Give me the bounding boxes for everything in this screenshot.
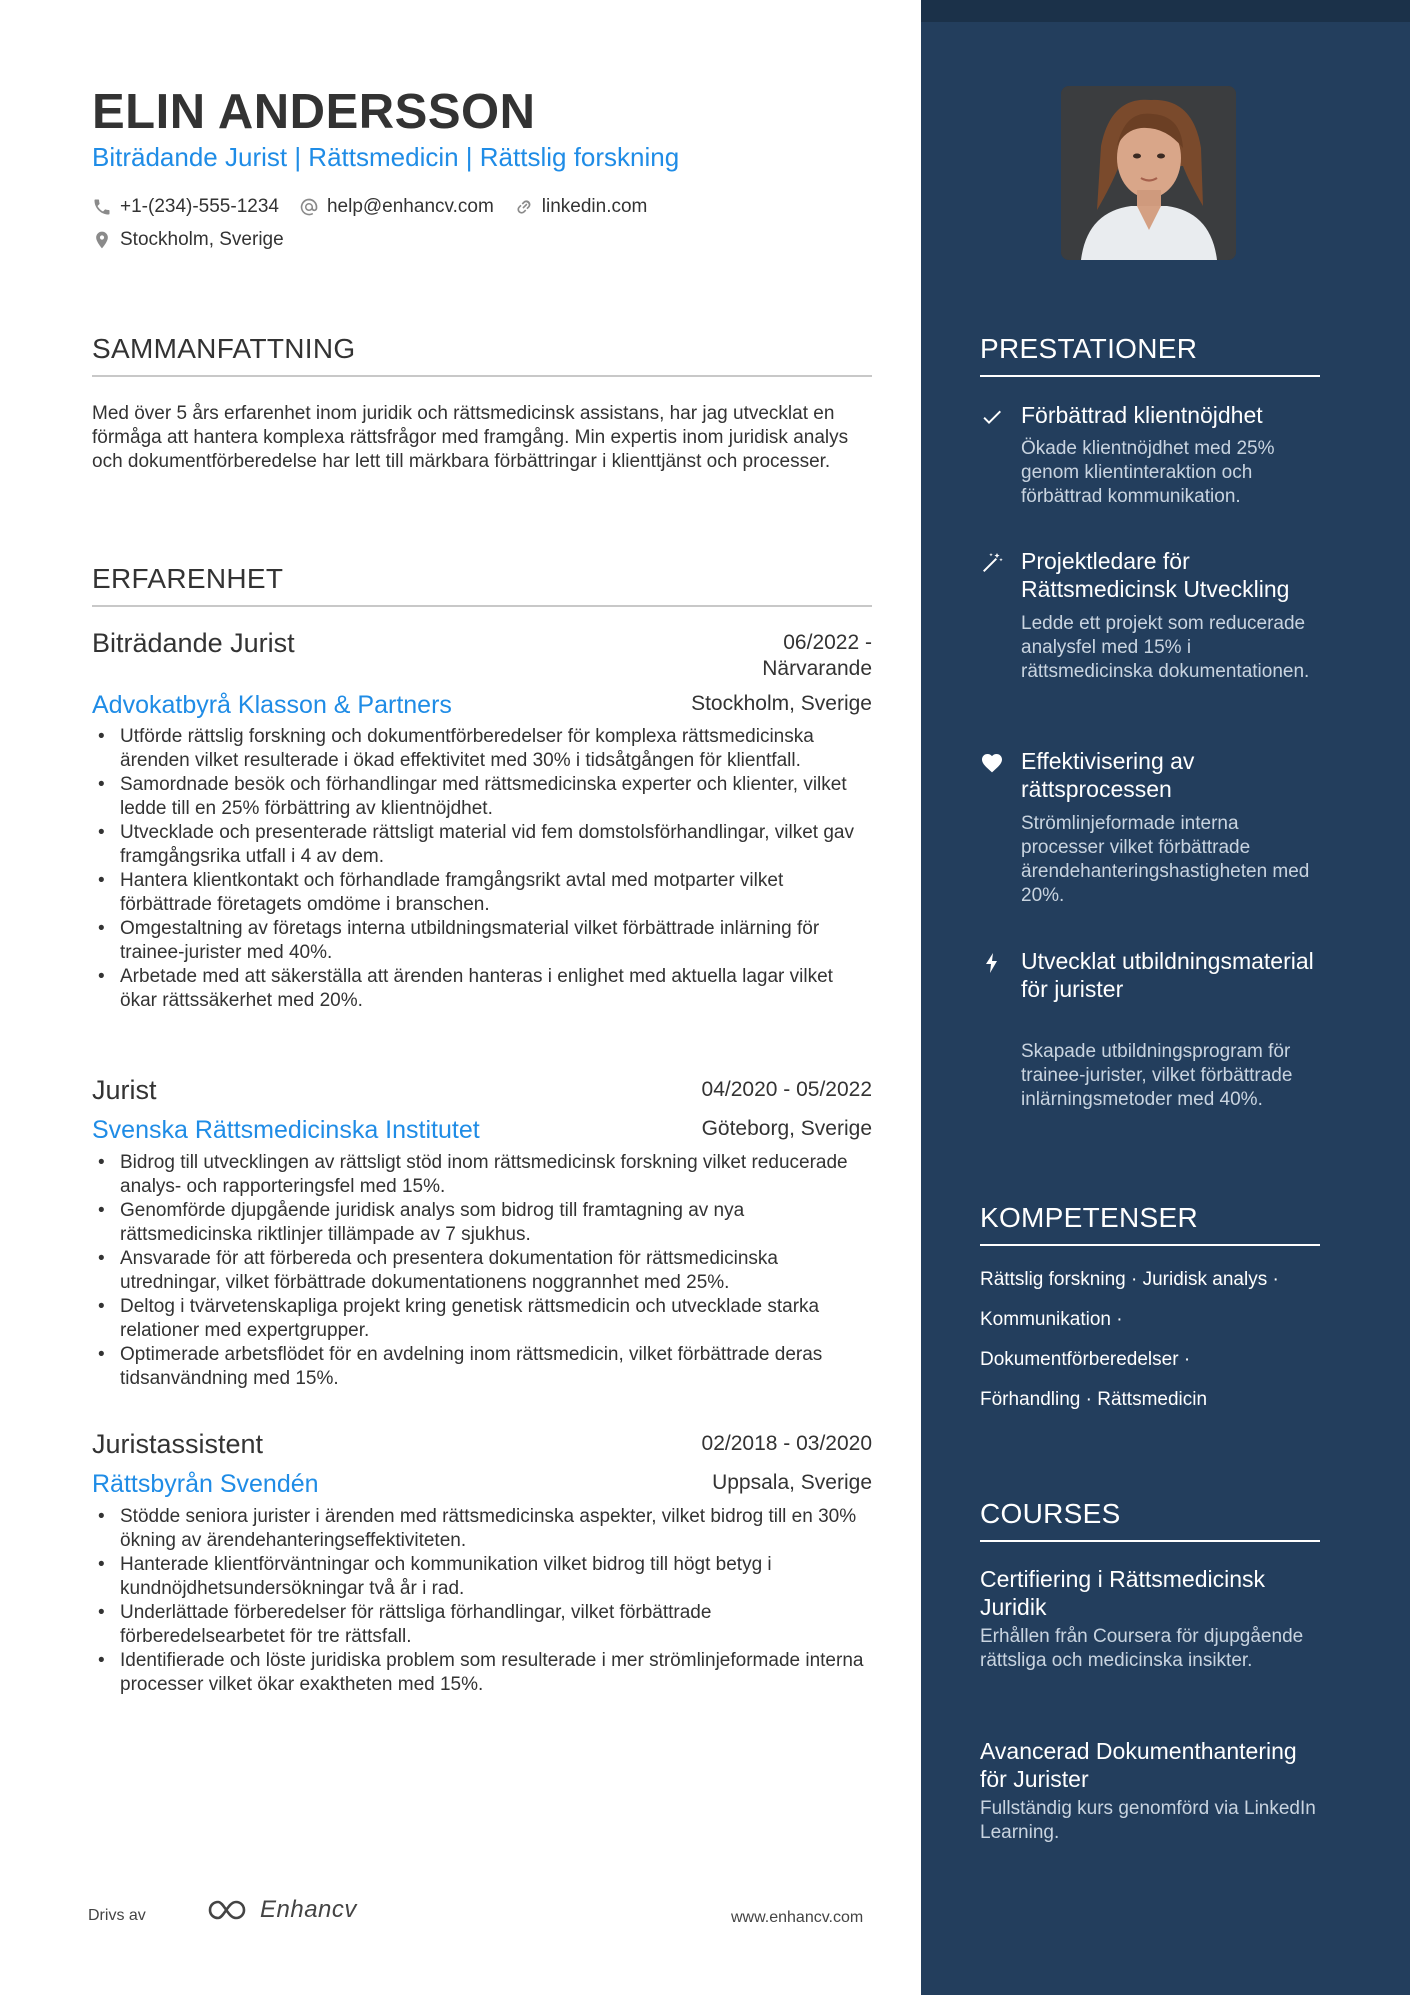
achievement-title: Effektivisering av rättsprocessen (1021, 748, 1195, 802)
job-dates: 02/2018 - 03/2020 (701, 1432, 872, 1455)
course-description: Erhållen från Coursera för djupgående rättsliga och medicinska insikter. (980, 1626, 1304, 1671)
course-item (980, 1565, 1320, 1673)
list-item: • Deltog i tvärvetenskapliga projekt kring genetisk rättsmedicin och utvecklade starka relationer med expertgrupper. (92, 1295, 872, 1343)
portrait-image (1061, 86, 1236, 260)
skills-list (980, 1268, 1320, 1428)
lightning-icon (980, 951, 1004, 975)
job-bullets (92, 1505, 872, 1697)
check-icon (980, 405, 1004, 429)
course-title: Certifiering i Rättsmedicinsk Juridik (980, 1566, 1266, 1620)
contact-phone[interactable] (92, 196, 279, 218)
job-company: Rättsbyrån Svendén (92, 1470, 319, 1498)
list-item: • Bidrog till utvecklingen av rättsligt stöd inom rättsmedicinsk forskning vilket reducerade analys- och rapporteringsfel med 15%. (92, 1151, 872, 1199)
job-entry (92, 1075, 872, 1389)
candidate-name: ELIN ANDERSSON (92, 85, 536, 139)
list-item: • Underlättade förberedelser för rättsliga förhandlingar, vilket förbättrade förberedelsearbetet för tre rättsfall. (92, 1601, 872, 1649)
at-icon (299, 197, 319, 217)
achievement-title: Projektledare för Rättsmedicinsk Utveckling (1021, 548, 1290, 602)
email-text: help@enhancv.com (326, 196, 494, 217)
experience-section-title: ERFARENHET (92, 563, 872, 607)
phone-text: +1-(234)-555-1234 (120, 196, 279, 217)
job-entry (92, 1429, 872, 1695)
list-item: • Hanterade klientförväntningar och kommunikation vilket bidrog till högt betyg i kundnöjdhetsundersökningar två år i rad. (92, 1553, 872, 1601)
job-company: Svenska Rättsmedicinska Institutet (92, 1116, 480, 1144)
powered-by-label: Drivs av (88, 1907, 146, 1924)
footer-url[interactable]: www.enhancv.com (731, 1909, 864, 1926)
list-item: • Genomförde djupgående juridisk analys som bidrog till framtagning av nya rättsmedicinska riktlinjer tillämpade av 7 sjukhus. (92, 1199, 872, 1247)
job-company: Advokatbyrå Klasson & Partners (92, 691, 452, 719)
headline: Biträdande Jurist | Rättsmedicin | Rättslig forskning (92, 142, 680, 172)
heart-icon (980, 751, 1004, 775)
skill-line: Rättslig forskning · Juridisk analys · (980, 1269, 1279, 1290)
job-location: Göteborg, Sverige (701, 1117, 872, 1140)
list-item: • Ansvarade för att förbereda och presentera dokumentation för rättsmedicinska utredningar, vilket förbättrade dokumentationens noggrannhet med 25%. (92, 1247, 872, 1295)
achievement-description: Skapade utbildningsprogram för trainee-jurister, vilket förbättrade inlärningsmetoder med 40%. (1021, 1041, 1293, 1110)
job-title: Juristassistent (92, 1429, 264, 1459)
skill-line: Förhandling · Rättsmedicin (980, 1389, 1208, 1410)
summary-text: Med över 5 års erfarenhet inom juridik och rättsmedicinsk assistans, har jag utvecklat en förmåga att hantera komplexa rättsfrågor med framgång. Min expertis inom juridisk analys och dokumentförberedelse har lett till märkbara förbättringar i klienttjänst och processer. (92, 403, 849, 472)
courses-section-title: COURSES (980, 1498, 1320, 1542)
achievements-section-title: PRESTATIONER (980, 333, 1320, 377)
list-item: • Samordnade besök och förhandlingar med rättsmedicinska experter och klienter, vilket ledde till en 25% förbättring av klientnöjdhet. (92, 773, 872, 821)
brand-name: Enhancv (260, 1896, 357, 1923)
achievement-description: Strömlinjeformade interna processer vilket förbättrade ärendehanteringshastigheten med 20%. (1021, 813, 1310, 906)
achievement-title: Utvecklat utbildningsmaterial för jurister (1021, 948, 1314, 1002)
link-icon (514, 197, 534, 217)
enhancv-logo[interactable] (206, 1896, 357, 1924)
contact-row (92, 196, 667, 218)
profile-photo (1061, 86, 1236, 260)
job-location: Uppsala, Sverige (712, 1471, 872, 1494)
course-item (980, 1737, 1320, 1845)
achievement-description: Ökade klientnöjdhet med 25% genom klientinteraktion och förbättrad kommunikation. (1021, 438, 1275, 507)
linkedin-text: linkedin.com (541, 196, 648, 217)
summary-section-title: SAMMANFATTNING (92, 333, 872, 377)
location-text: Stockholm, Sverige (120, 229, 284, 250)
sidebar (921, 0, 1410, 1995)
course-title: Avancerad Dokumenthantering för Jurister (980, 1738, 1297, 1792)
contact-location (92, 229, 284, 251)
job-title: Biträdande Jurist (92, 628, 295, 658)
list-item: • Optimerade arbetsflödet för en avdelning inom rättsmedicin, vilket förbättrade deras tidsanvändning med 15%. (92, 1343, 872, 1391)
course-description: Fullständig kurs genomförd via LinkedIn Learning. (980, 1798, 1316, 1843)
contact-linkedin[interactable] (514, 196, 648, 218)
list-item: • Omgestaltning av företags interna utbildningsmaterial vilket förbättrade inlärning för trainee-jurister med 40%. (92, 917, 872, 965)
list-item: • Utförde rättslig forskning och dokumentförberedelser för komplexa rättsmedicinska ärenden vilket resulterade i ökad effektivitet med 30% i tidsåtgången för klientfall. (92, 725, 872, 773)
job-dates: 06/2022 - Närvarande (762, 631, 872, 680)
skill-line: Dokumentförberedelser · (980, 1349, 1191, 1370)
job-location: Stockholm, Sverige (691, 692, 872, 715)
list-item: • Identifierade och löste juridiska problem som resulterade i mer strömlinjeformade interna processer vilket ökar exaktheten med 15%. (92, 1649, 872, 1697)
achievement-description: Ledde ett projekt som reducerade analysfel med 15% i rättsmedicinska dokumentationen. (1021, 613, 1310, 682)
contact-email[interactable] (299, 196, 494, 218)
job-title: Jurist (92, 1075, 157, 1105)
job-bullets (92, 725, 872, 1013)
achievement-title: Förbättrad klientnöjdhet (1021, 402, 1263, 428)
job-dates: 04/2020 - 05/2022 (701, 1078, 872, 1101)
sidebar-top-band (921, 0, 1410, 22)
job-bullets (92, 1151, 872, 1391)
skill-line: Kommunikation · (980, 1309, 1123, 1330)
list-item: • Stödde seniora jurister i ärenden med rättsmedicinska aspekter, vilket bidrog till en 30% ökning av ärendehanteringseffektiviteten. (92, 1505, 872, 1553)
location-pin-icon (92, 230, 112, 250)
list-item: • Utvecklade och presenterade rättsligt material vid fem domstolsförhandlingar, vilket gav framgångsrika utfall i 4 av dem. (92, 821, 872, 869)
enhancv-logo-icon (206, 1897, 254, 1923)
contact-row-location (92, 229, 304, 251)
magic-wand-icon (980, 551, 1004, 575)
job-entry (92, 628, 872, 1011)
list-item: • Hantera klientkontakt och förhandlade framgångsrikt avtal med motparter vilket förbättrade företagets omdöme i branschen. (92, 869, 872, 917)
phone-icon (92, 197, 112, 217)
skills-section-title: KOMPETENSER (980, 1202, 1320, 1246)
list-item: • Arbetade med att säkerställa att ärenden hanteras i enlighet med aktuella lagar vilket ökar rättssäkerhet med 20%. (92, 965, 872, 1013)
